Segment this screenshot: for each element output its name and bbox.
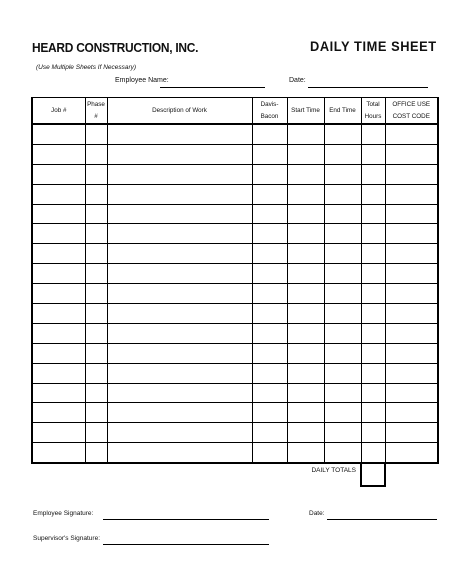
table-cell[interactable] [85,264,107,284]
table-cell[interactable] [361,244,385,264]
column-header: End Time [324,98,361,125]
table-cell[interactable] [287,204,324,224]
table-row [32,124,438,144]
signature-date-field[interactable] [327,519,437,520]
table-cell[interactable] [287,124,324,144]
table-cell[interactable] [385,383,438,403]
table-cell[interactable] [287,403,324,423]
table-row [32,244,438,264]
table-cell[interactable] [85,184,107,204]
table-cell[interactable] [287,323,324,343]
table-cell[interactable] [85,244,107,264]
table-row [32,164,438,184]
table-cell[interactable] [32,124,85,144]
table-cell[interactable] [107,124,252,144]
document-title: DAILY TIME SHEET [310,39,437,54]
table-cell[interactable] [85,204,107,224]
time-entries-table [31,97,439,487]
table-row [32,343,438,363]
table-cell[interactable] [107,244,252,264]
supervisor-signature-field[interactable] [103,544,269,545]
column-header: Total Hours [361,98,385,125]
table-cell[interactable] [287,244,324,264]
table-cell[interactable] [107,423,252,443]
table-row [32,144,438,164]
supervisor-signature-label: Supervisor's Signature: [33,535,100,542]
table-cell[interactable] [385,204,438,224]
table-cell[interactable] [385,124,438,144]
table-cell[interactable] [107,363,252,383]
column-header: Phase # [85,98,107,125]
date-field[interactable] [308,87,428,88]
table-cell[interactable] [252,224,287,244]
table-cell[interactable] [287,304,324,324]
table-cell[interactable] [361,284,385,304]
table-row [32,204,438,224]
table-cell[interactable] [107,323,252,343]
table-cell[interactable] [107,264,252,284]
table-row [32,363,438,383]
table-cell[interactable] [85,383,107,403]
table-cell[interactable] [287,264,324,284]
table-cell[interactable] [252,264,287,284]
table-cell[interactable] [252,144,287,164]
table-row [32,403,438,423]
table-cell[interactable] [85,423,107,443]
table-cell[interactable] [107,204,252,224]
table-cell[interactable] [361,144,385,164]
table-cell[interactable] [287,343,324,363]
table-row [32,323,438,343]
table-cell[interactable] [252,124,287,144]
table-cell[interactable] [324,124,361,144]
table-row [32,443,438,463]
table-cell[interactable] [85,443,107,463]
table-cell[interactable] [107,144,252,164]
table-cell[interactable] [385,443,438,463]
table-cell[interactable] [361,443,385,463]
table-cell[interactable] [324,164,361,184]
table-cell[interactable] [385,224,438,244]
table-cell[interactable] [252,244,287,264]
table-cell[interactable] [32,363,85,383]
table-cell[interactable] [107,184,252,204]
table-cell[interactable] [361,164,385,184]
column-header: Job # [32,98,85,125]
table-cell[interactable] [361,264,385,284]
table-cell[interactable] [32,343,85,363]
daily-totals-label: DAILY TOTALS [311,467,356,475]
table-cell[interactable] [85,403,107,423]
table-cell[interactable] [32,184,85,204]
table-cell[interactable] [385,244,438,264]
table-cell[interactable] [107,224,252,244]
table-cell[interactable] [324,363,361,383]
usage-note: (Use Multiple Sheets If Necessary) [36,64,137,71]
daily-totals-row [32,463,438,486]
column-header: Davis- Bacon [252,98,287,125]
table-cell[interactable] [287,284,324,304]
table-cell[interactable] [324,423,361,443]
table-cell[interactable] [361,423,385,443]
table-cell[interactable] [252,383,287,403]
table-cell[interactable] [85,144,107,164]
table-cell[interactable] [85,164,107,184]
table-cell[interactable] [287,144,324,164]
table-cell[interactable] [32,423,85,443]
table-cell[interactable] [32,224,85,244]
employee-signature-label: Employee Signature: [33,510,94,517]
table-cell[interactable] [385,264,438,284]
table-cell[interactable] [107,343,252,363]
table-cell[interactable] [287,383,324,403]
table-cell[interactable] [324,244,361,264]
daily-total-hours-cell[interactable] [361,463,385,486]
table-cell[interactable] [32,144,85,164]
employee-signature-field[interactable] [103,519,269,520]
table-cell[interactable] [252,443,287,463]
table-cell[interactable] [107,383,252,403]
table-cell[interactable] [252,363,287,383]
column-header: OFFICE USE COST CODE [385,98,438,125]
table-row [32,423,438,443]
table-cell[interactable] [385,284,438,304]
table-cell[interactable] [385,144,438,164]
table-cell[interactable] [324,403,361,423]
table-cell[interactable] [385,363,438,383]
table-cell[interactable] [324,184,361,204]
table-cell[interactable] [385,304,438,324]
date-label: Date: [289,77,306,84]
table-cell[interactable] [361,304,385,324]
table-cell[interactable] [85,323,107,343]
table-cell[interactable] [32,443,85,463]
table-cell[interactable] [32,403,85,423]
table-cell[interactable] [32,244,85,264]
table-cell[interactable] [32,284,85,304]
table-cell[interactable] [385,423,438,443]
table-cell[interactable] [107,164,252,184]
table-cell[interactable] [361,343,385,363]
table-cell[interactable] [107,403,252,423]
table-cell[interactable] [324,323,361,343]
table-cell[interactable] [361,363,385,383]
table-cell[interactable] [252,164,287,184]
table-cell[interactable] [32,264,85,284]
table-cell[interactable] [32,323,85,343]
table-cell[interactable] [361,124,385,144]
table-cell[interactable] [324,343,361,363]
table-row [32,304,438,324]
table-cell[interactable] [361,184,385,204]
table-cell[interactable] [361,323,385,343]
table-cell[interactable] [85,343,107,363]
column-header: Description of Work [107,98,252,125]
table-cell[interactable] [324,284,361,304]
table-cell[interactable] [85,304,107,324]
table-cell[interactable] [287,184,324,204]
table-cell[interactable] [287,443,324,463]
table-cell[interactable] [287,363,324,383]
table-cell[interactable] [85,363,107,383]
table-cell[interactable] [85,224,107,244]
table-cell[interactable] [32,383,85,403]
table-cell[interactable] [252,403,287,423]
table-cell[interactable] [287,423,324,443]
table-cell[interactable] [252,343,287,363]
company-name: HEARD CONSTRUCTION, INC. [32,40,199,55]
table-cell[interactable] [385,343,438,363]
table-cell[interactable] [252,204,287,224]
table-cell[interactable] [324,443,361,463]
table-cell[interactable] [385,323,438,343]
table-cell[interactable] [252,304,287,324]
table-row [32,224,438,244]
table-cell[interactable] [324,144,361,164]
table-cell[interactable] [252,323,287,343]
table-cell[interactable] [85,124,107,144]
table-cell[interactable] [324,204,361,224]
table-header-row [32,98,438,125]
table-cell[interactable] [107,304,252,324]
table-cell[interactable] [287,164,324,184]
table-cell[interactable] [252,284,287,304]
table-cell[interactable] [385,403,438,423]
employee-name-label: Employee Name: [115,77,169,84]
table-cell[interactable] [32,304,85,324]
column-header: Start Time [287,98,324,125]
table-cell[interactable] [32,204,85,224]
table-cell[interactable] [252,184,287,204]
signature-date-label: Date: [309,510,325,517]
table-cell[interactable] [324,304,361,324]
table-cell[interactable] [85,284,107,304]
table-cell[interactable] [324,383,361,403]
table-row [32,383,438,403]
employee-name-field[interactable] [160,87,265,88]
table-cell[interactable] [287,224,324,244]
table-cell[interactable] [361,224,385,244]
table-cell[interactable] [361,383,385,403]
table-cell[interactable] [385,164,438,184]
table-cell[interactable] [361,403,385,423]
table-cell[interactable] [107,284,252,304]
table-cell[interactable] [252,423,287,443]
table-row [32,264,438,284]
table-cell[interactable] [385,184,438,204]
table-cell[interactable] [324,264,361,284]
table-row [32,284,438,304]
table-cell[interactable] [361,204,385,224]
table-cell[interactable] [107,443,252,463]
table-row [32,184,438,204]
table-cell[interactable] [32,164,85,184]
table-cell[interactable] [324,224,361,244]
